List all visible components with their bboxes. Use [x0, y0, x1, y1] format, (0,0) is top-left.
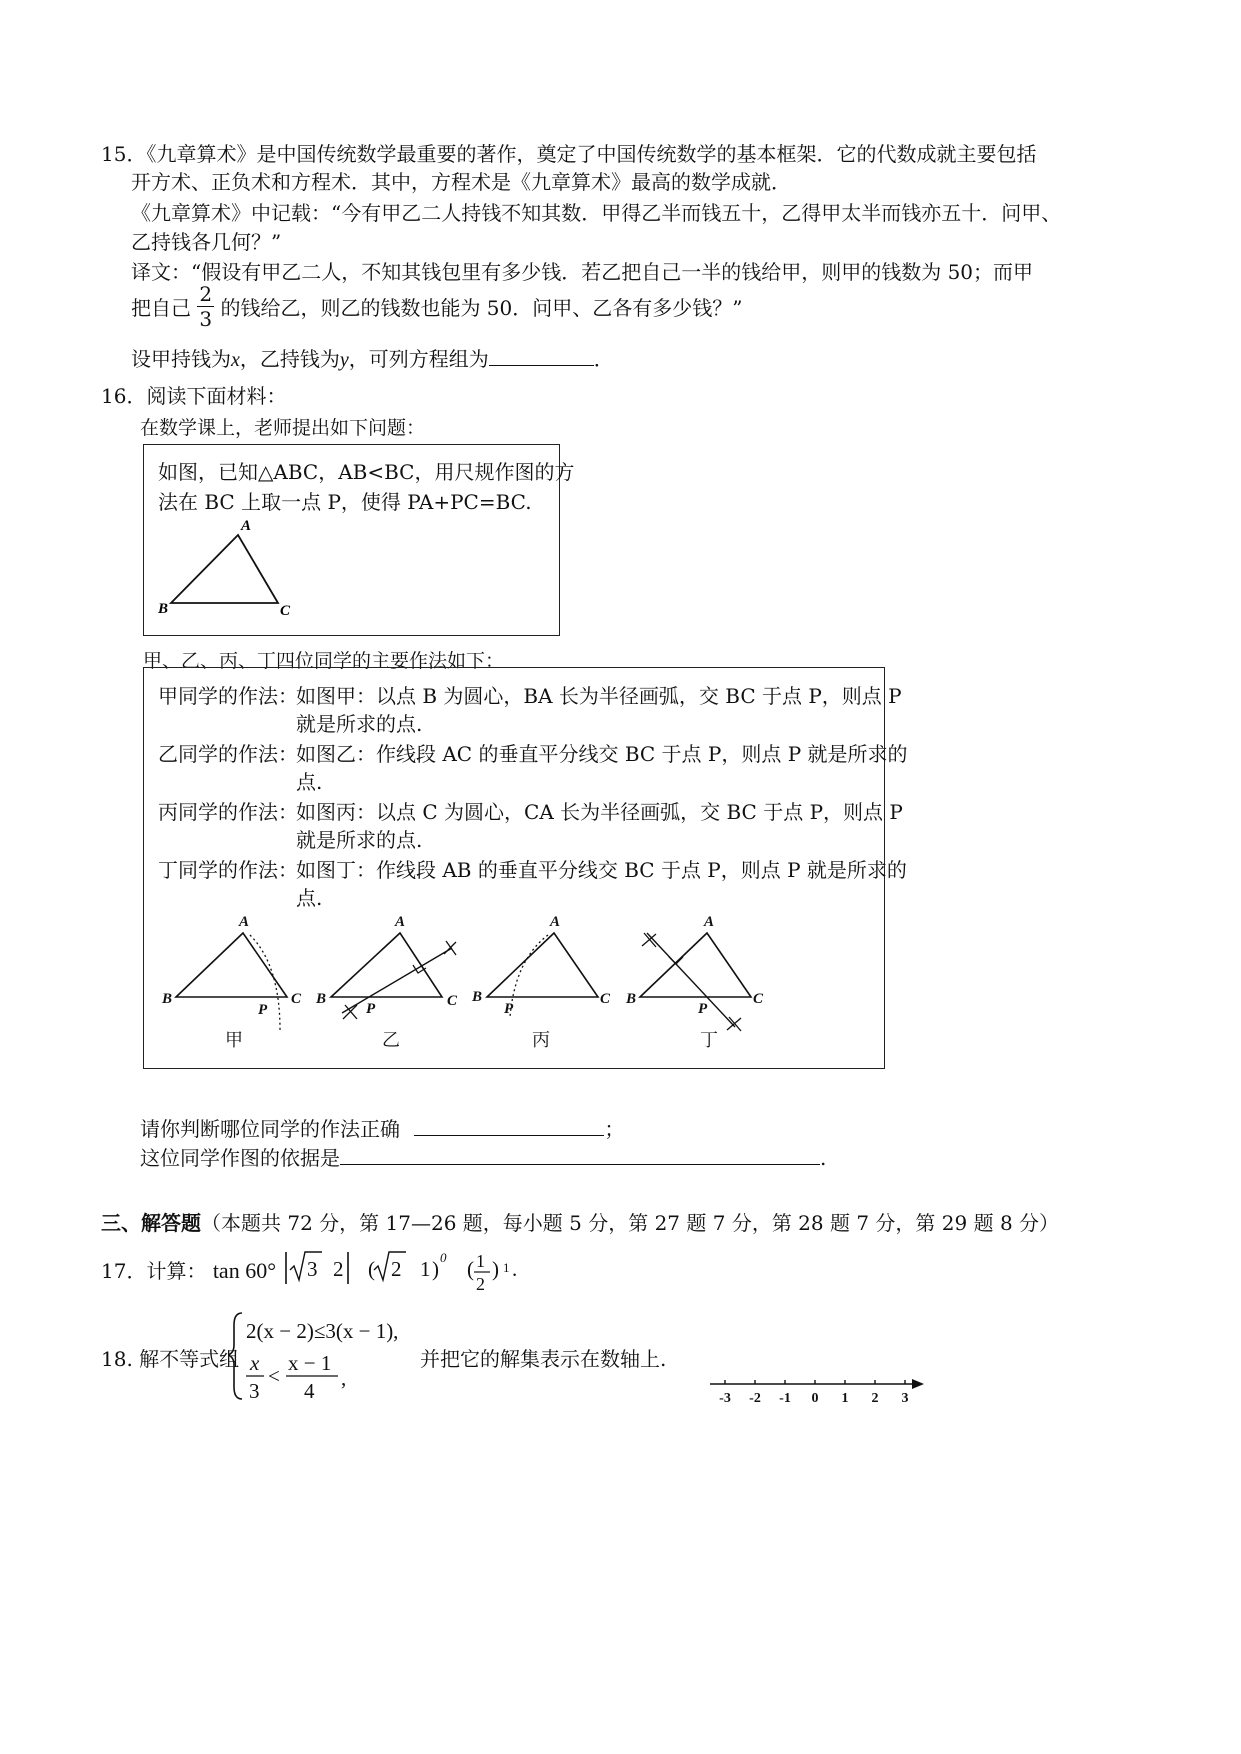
label-A: A — [241, 518, 252, 534]
svg-text:(: ( — [368, 1257, 375, 1281]
q17-expression — [280, 1240, 540, 1300]
triangle-abc-figure — [150, 515, 310, 625]
number-line-tick-label: -3 — [719, 1391, 731, 1406]
method-jia-label: 甲同学的作法： — [158, 684, 298, 708]
problem-line-1: 如图，已知△ABC，AB<BC，用尺规作图的方 — [158, 460, 575, 484]
label-B: B — [162, 991, 173, 1007]
method-yi-line-1: 如图乙：作线段 AC 的垂直平分线交 BC 于点 P，则点 P 就是所求的 — [296, 742, 908, 766]
label-C: C — [753, 991, 764, 1007]
caption-jia: 甲 — [225, 1030, 243, 1050]
paren-one: 1 — [420, 1257, 431, 1281]
svg-text:,: , — [341, 1366, 347, 1390]
figure-yi — [315, 914, 458, 1019]
label-B: B — [472, 989, 483, 1005]
svg-text:): ) — [432, 1257, 439, 1281]
ineq2-lhs-numerator: x — [250, 1351, 260, 1375]
q17-line: 17．计算： tan 60° — [101, 1258, 276, 1283]
ineq2-lhs-denominator: 3 — [249, 1379, 260, 1403]
method-bing-line-1: 如图丙：以点 C 为圆心，CA 长为半径画弧，交 BC 于点 P，则点 P — [296, 800, 903, 824]
q15-line-7: 设甲持钱为x，乙持钱为y，可列方程组为 ． — [131, 347, 614, 371]
label-P: P — [698, 1001, 708, 1017]
sqrt3-value: 3 — [307, 1257, 318, 1281]
q18-label: 18. 解不等式组 — [101, 1347, 240, 1371]
label-P: P — [504, 1001, 514, 1017]
figure-ding — [625, 914, 764, 1031]
q16-basis-blank[interactable] — [340, 1146, 820, 1165]
half-numerator: 1 — [476, 1251, 485, 1271]
q15-line-4: 乙持钱各几何？” — [131, 230, 282, 254]
construction-figures — [150, 905, 880, 1060]
number-line-tick-label: -1 — [779, 1391, 791, 1406]
label-A: A — [550, 914, 561, 930]
q15-answer-blank[interactable] — [489, 347, 594, 366]
label-B: B — [158, 601, 169, 617]
sqrt2-value: 2 — [391, 1257, 402, 1281]
number-line-tick-label: 0 — [811, 1391, 819, 1406]
method-jia-line-2: 就是所求的点. — [296, 712, 423, 736]
svg-text:.: . — [512, 1257, 518, 1281]
method-jia-line-1: 如图甲：以点 B 为圆心，BA 长为半径画弧，交 BC 于点 P，则点 P — [296, 684, 902, 708]
q16-line-1: 16．阅读下面材料： — [101, 384, 287, 408]
caption-bing: 丙 — [532, 1030, 550, 1050]
label-C: C — [291, 991, 302, 1007]
method-bing-line-2: 就是所求的点. — [296, 828, 423, 852]
section-3-heading: 三、解答题（本题共 72 分，第 17—26 题，每小题 5 分，第 27 题 7 分，第 28 题 7 分，第 29 题 8 分） — [101, 1211, 1060, 1235]
label-B: B — [316, 991, 327, 1007]
methods-intro: 甲、乙、丙、丁四位同学的主要作法如下： — [143, 650, 505, 672]
number-line-tick-label: 1 — [841, 1391, 849, 1406]
label-A: A — [239, 914, 250, 930]
ineq2-operator: < — [268, 1364, 280, 1388]
number-line-tick-label: 2 — [871, 1391, 879, 1406]
ineq2-rhs-denominator: 4 — [304, 1379, 315, 1403]
label-A: A — [704, 914, 715, 930]
number-line-tick-label: 3 — [901, 1391, 909, 1406]
q15-line-5: 译文：“假设有甲乙二人，不知其钱包里有多少钱．若乙把自己一半的钱给甲，则甲的钱数为 50；而甲 — [131, 260, 1034, 284]
figure-bing — [471, 914, 611, 1017]
number-line — [700, 1372, 930, 1412]
abs-two: 2 — [333, 1257, 344, 1281]
label-C: C — [280, 603, 291, 619]
q18-tail: 并把它的解集表示在数轴上. — [420, 1347, 667, 1371]
method-ding-line-2: 点. — [296, 886, 323, 910]
figure-jia — [161, 914, 302, 1030]
caption-ding: 丁 — [700, 1030, 718, 1050]
q15-line-3: 《九章算术》中记载：“今有甲乙二人持钱不知其数．甲得乙半而钱五十，乙得甲太半而钱亦五十．问甲、 — [131, 201, 1062, 225]
method-ding-line-1: 如图丁：作线段 AB 的垂直平分线交 BC 于点 P，则点 P 就是所求的 — [296, 858, 907, 882]
method-yi-label: 乙同学的作法： — [158, 742, 298, 766]
inequality-1: 2(x − 2)≤3(x − 1), — [246, 1319, 399, 1343]
svg-text:): ) — [492, 1257, 499, 1281]
svg-text:(: ( — [467, 1257, 474, 1281]
q15-line-6: 把自己 $\frac{2}{3}$ 的钱给乙，则乙的钱数也能为 50．问甲、乙各有多少钱？” — [131, 282, 743, 331]
method-bing-label: 丙同学的作法： — [158, 800, 298, 824]
q17-number: 17． — [101, 1259, 147, 1283]
label-P: P — [258, 1002, 268, 1018]
method-ding-label: 丁同学的作法： — [158, 858, 298, 882]
exponent-zero: 0 — [440, 1250, 447, 1265]
label-C: C — [600, 991, 611, 1007]
q16-number: 16． — [101, 384, 147, 408]
exponent-neg-one: 1 — [503, 1260, 510, 1275]
half-denominator: 2 — [476, 1274, 485, 1294]
q16-basis-line: 这位同学作图的依据是 . — [140, 1146, 827, 1170]
q15-line-2: 开方术、正负术和方程术．其中，方程术是《九章算术》最高的数学成就． — [131, 170, 791, 194]
q18-number: 18. — [101, 1347, 133, 1371]
label-C: C — [447, 993, 458, 1009]
label-P: P — [366, 1001, 376, 1017]
q16-judge-blank[interactable] — [414, 1117, 604, 1136]
label-B: B — [626, 991, 637, 1007]
q16-judge-line: 请你判断哪位同学的作法正确 ； — [140, 1117, 625, 1141]
number-line-tick-label: -2 — [749, 1391, 761, 1406]
label-A: A — [395, 914, 406, 930]
q15-line-1: 15．《九章算术》是中国传统数学最重要的著作，奠定了中国传统数学的基本框架．它的代数成就主要包括 — [101, 142, 1037, 166]
q15-number: 15． — [101, 142, 147, 166]
q16-teacher-line: 在数学课上，老师提出如下问题： — [140, 417, 426, 439]
ineq2-rhs-numerator: x − 1 — [288, 1351, 332, 1375]
q18-inequality-system — [228, 1305, 418, 1405]
problem-line-2: 法在 BC 上取一点 P，使得 PA+PC=BC. — [158, 490, 532, 514]
method-yi-line-2: 点. — [296, 770, 323, 794]
fraction-two-thirds: $\frac{2}{3}$ — [199, 282, 213, 331]
caption-yi: 乙 — [382, 1030, 400, 1050]
